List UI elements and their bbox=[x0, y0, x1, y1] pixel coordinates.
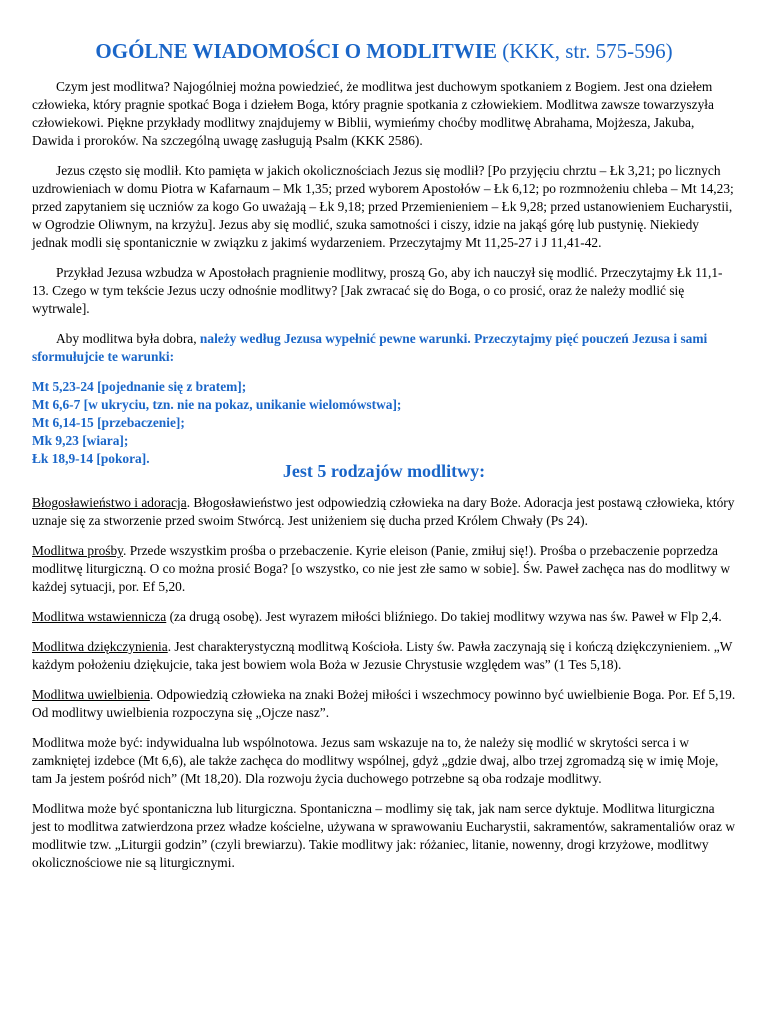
type-term: Modlitwa prośby bbox=[32, 543, 124, 558]
type-term: Modlitwa dziękczynienia bbox=[32, 639, 168, 654]
type-paragraph-thanksgiving bbox=[32, 638, 736, 674]
type-text: . Jest charakterystyczną modlitwą Kościoła. Listy św. Pawła zaczynają się i kończą dziękczynieniem. „W każdym położeniu dziękujcie, taka jest bowiem wola Boża w Jezusie Chrystusie względem was” (1 Tes 5,18). bbox=[32, 639, 733, 672]
type-text: (za drugą osobę). Jest wyrazem miłości bliźniego. Do takiej modlitwy wzywa nas św. Paweł w Flp 2,4. bbox=[166, 609, 722, 624]
intro-paragraph: Czym jest modlitwa? Najogólniej można powiedzieć, że modlitwa jest duchowym spotkaniem z Bogiem. Jest ona dziełem człowieka, który pragnie spotkać Boga i dziełem Boga, który pragnie spotkania z człowiekiem. Modlitwa zawsze towarzyszyła człowiekowi. Piękne przykłady modlitwy znajdujemy w Biblii, wymieńmy choćby modlitwę Abrahama, Mojżesza, Jakuba, Dawida i proroków. Na szczególną uwagę zasługują Psalm (KKK 2586). bbox=[32, 79, 714, 148]
page-title bbox=[32, 38, 736, 64]
condition-item: Mt 5,23-24 [pojednanie się z bratem]; bbox=[32, 379, 247, 394]
condition-item: Mt 6,14-15 [przebaczenie]; bbox=[32, 415, 185, 430]
title-reference: (KKK, str. 575-596) bbox=[502, 39, 673, 63]
title-main: OGÓLNE WIADOMOŚCI O MODLITWIE bbox=[95, 39, 497, 63]
apostles-paragraph: Przykład Jezusa wzbudza w Apostołach pragnienie modlitwy, proszą Go, aby ich nauczył się modlić. Przeczytajmy Łk 11,1-13. Czego w tym tekście Jezus uczy odnośnie modlitwy? [Jak zwracać się do Boga, o co prosić, oraz że należy modlić się wytrwale]. bbox=[32, 265, 723, 316]
condition-item: Mk 9,23 [wiara]; bbox=[32, 433, 129, 448]
type-paragraph-blessing bbox=[32, 494, 736, 530]
spontaneous-liturgical-paragraph: Modlitwa może być spontaniczna lub liturgiczna. Spontaniczna – modlimy się tak, jak nam serce dyktuje. Modlitwa liturgiczna jest to modlitwa zatwierdzona przez władze kościelne, używana w sprawowaniu Eucharystii, sakramentów, sakramentaliów oraz w modlitwie tzw. „Liturgii godzin” (czyli brewiarzu). Takie modlitwy jak: różaniec, litanie, nowenny, drogi krzyżowe, modlitwy okolicznościowe nie są liturgicznymi. bbox=[32, 801, 735, 870]
conditions-intro-paragraph bbox=[32, 330, 736, 366]
type-term: Błogosławieństwo i adoracja bbox=[32, 495, 187, 510]
type-term: Modlitwa uwielbienia bbox=[32, 687, 150, 702]
document-page bbox=[0, 38, 768, 1032]
condition-item: Mt 6,6-7 [w ukryciu, tzn. nie na pokaz, unikanie wielomówstwa]; bbox=[32, 397, 402, 412]
conditions-intro-highlight: należy według Jezusa wypełnić pewne warunki. Przeczytajmy pięć pouczeń Jezusa i sami sformułujcie te warunki: bbox=[32, 331, 708, 364]
types-heading: Jest 5 rodzajów modlitwy: bbox=[282, 461, 486, 481]
type-paragraph-praise bbox=[32, 686, 736, 722]
individual-communal-paragraph: Modlitwa może być: indywidualna lub wspólnotowa. Jezus sam wskazuje na to, że należy się modlić w skrytości serca i w zamkniętej izdebce (Mt 6,6), ale także zachęca do modlitwy wspólnej, gdyż „gdzie dwaj, albo trzej zgromadzą się w imię Moje, tam Ja jestem pośród nich” (Mt 18,20). Dla rozwoju życia duchowego potrzebne są oba rodzaje modlitwy. bbox=[32, 735, 719, 786]
type-term: Modlitwa wstawiennicza bbox=[32, 609, 167, 624]
condition-item: Łk 18,9-14 [pokora]. bbox=[32, 451, 150, 466]
type-text: . Przede wszystkim prośba o przebaczenie. Kyrie eleison (Panie, zmiłuj się!). Prośba o przebaczenie poprzedza modlitwę liturgiczną. O co można prosić Boga? [o wszystko, co nie jest złe samo w sobie]. Św. Paweł zachęca nas do modlitwy w każdej sytuacji, por. Ef 5,20. bbox=[32, 543, 730, 594]
type-text: . Odpowiedzią człowieka na znaki Bożej miłości i wszechmocy powinno być uwielbienie Boga. Por. Ef 5,19. Od modlitwy uwielbienia rozpoczyna się „Ojcze nasz”. bbox=[32, 687, 736, 720]
conditions-list bbox=[32, 378, 736, 468]
type-text: . Błogosławieństwo jest odpowiedzią człowieka na dary Boże. Adoracja jest postawą człowieka, który uznaje się za stworzenie przed swoim Stwórcą. Jest uniżeniem się ducha przed Królem Chwały (Ps 24). bbox=[32, 495, 735, 528]
type-paragraph-intercession bbox=[32, 608, 736, 626]
type-paragraph-petition bbox=[32, 542, 736, 596]
jesus-prayer-paragraph: Jezus często się modlił. Kto pamięta w jakich okolicznościach Jezus się modlił? [Po przyjęciu chrztu – Łk 3,21; po licznych uzdrowieniach w domu Piotra w Kafarnaum – Mk 1,35; przed wyborem Apostołów – Łk 6,12; po rozmnożeniu chleba – Mt 14,23; przed zapytaniem się uczniów za kogo Go uważają – Łk 9,18; przed Przemienieniem – Łk 9,28; przed ustanowieniem Eucharystii, w Ogrodzie Oliwnym, na krzyżu]. Jezus aby się modlić, szuka samotności i ciszy, idzie na jakąś górę lub pustynię. Niekiedy jednak modli się spontanicznie w związku z jakimś wydarzeniem. Przeczytajmy Mt 11,25-27 i J 11,41-42. bbox=[32, 163, 734, 250]
conditions-intro-start: Aby modlitwa była dobra, bbox=[56, 331, 197, 346]
